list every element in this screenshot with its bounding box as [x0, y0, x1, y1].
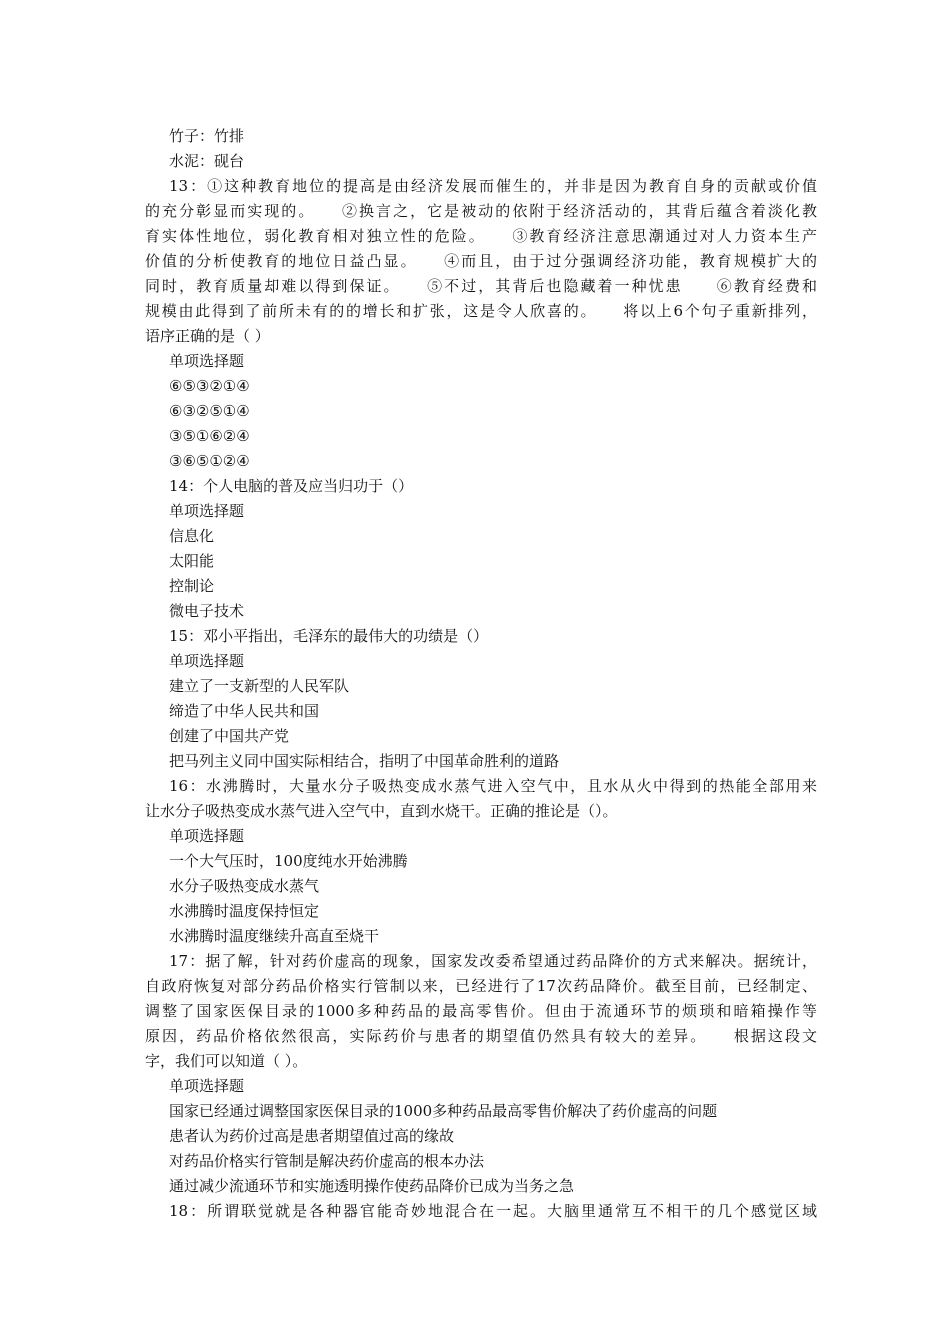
- question-13-text: 规模由此得到了前所未有的的增长和扩张，这是令人欣喜的。 将以上6个句子重新排列，: [145, 302, 817, 320]
- question-17-text: 17：据了解，针对药价虚高的现象，国家发改委希望通过药品降价的方式来解决。据统计，: [169, 952, 817, 970]
- question-16-text: 16：水沸腾时，大量水分子吸热变成水蒸气进入空气中，且水从火中得到的热能全部用来: [169, 777, 817, 795]
- question-type: 单项选择题: [169, 827, 245, 845]
- question-13-text: 13：①这种教育地位的提高是由经济发展而催生的，并非是因为教育自身的贡献或价值: [169, 177, 817, 195]
- answer-option: 通过减少流通环节和实施透明操作使药品降价已成为当务之急: [169, 1177, 575, 1195]
- pair-line: 竹子：竹排: [169, 127, 245, 145]
- question-type: 单项选择题: [169, 502, 245, 520]
- answer-option: 建立了一支新型的人民军队: [169, 677, 350, 695]
- question-18-text: 18：所谓联觉就是各种器官能奇妙地混合在一起。大脑里通常互不相干的几个感觉区域: [169, 1202, 817, 1220]
- question-type: 单项选择题: [169, 1077, 245, 1095]
- answer-option: 水分子吸热变成水蒸气: [169, 877, 320, 895]
- answer-option: 太阳能: [169, 552, 215, 570]
- answer-option: 患者认为药价过高是患者期望值过高的缘故: [169, 1127, 455, 1145]
- answer-option: 对药品价格实行管制是解决药价虚高的根本办法: [169, 1152, 485, 1170]
- answer-option: 水沸腾时温度保持恒定: [169, 902, 320, 920]
- question-17-text: 原因，药品价格依然很高，实际药价与患者的期望值仍然具有较大的差异。 根据这段文: [145, 1027, 817, 1045]
- pair-line: 水泥：砚台: [169, 152, 245, 170]
- question-type: 单项选择题: [169, 652, 245, 670]
- question-13-text: 同时，教育质量却难以得到保证。 ⑤不过，其背后也隐藏着一种忧患 ⑥教育经费和: [145, 277, 817, 295]
- question-13-text: 的充分彰显而实现的。 ②换言之，它是被动的依附于经济活动的，其背后蕴含着淡化教: [145, 202, 817, 220]
- question-16-text: 让水分子吸热变成水蒸气进入空气中，直到水烧干。正确的推论是（）。: [145, 802, 618, 820]
- question-17-text: 自政府恢复对部分药品价格实行管制以来，已经进行了17次药品降价。截至目前，已经制定、: [145, 977, 817, 995]
- answer-option: ⑥⑤③②①④: [169, 377, 250, 395]
- answer-option: ⑥③②⑤①④: [169, 402, 250, 420]
- answer-option: 控制论: [169, 577, 215, 595]
- answer-option: 国家已经通过调整国家医保目录的1000多种药品最高零售价解决了药价虚高的问题: [169, 1102, 718, 1120]
- answer-option: 一个大气压时，100度纯水开始沸腾: [169, 852, 408, 870]
- answer-option: ③⑥⑤①②④: [169, 452, 250, 470]
- question-17-text: 字，我们可以知道（ ）。: [145, 1052, 308, 1070]
- question-13-text: 语序正确的是（ ）: [145, 327, 270, 345]
- answer-option: 微电子技术: [169, 602, 245, 620]
- question-17-text: 调整了国家医保目录的1000多种药品的最高零售价。但由于流通环节的烦琐和暗箱操作等: [145, 1002, 817, 1020]
- question-type: 单项选择题: [169, 352, 245, 370]
- document-page: [145, 124, 817, 1224]
- question-13-text: 价值的分析使教育的地位日益凸显。 ④而且，由于过分强调经济功能，教育规模扩大的: [145, 252, 817, 270]
- answer-option: 创建了中国共产党: [169, 727, 290, 745]
- question-14-text: 14：个人电脑的普及应当归功于（）: [169, 477, 414, 495]
- question-13-text: 育实体性地位，弱化教育相对独立性的危险。 ③教育经济注意思潮通过对人力资本生产: [145, 227, 817, 245]
- answer-option: 水沸腾时温度继续升高直至烧干: [169, 927, 380, 945]
- question-15-text: 15：邓小平指出，毛泽东的最伟大的功绩是（）: [169, 627, 489, 645]
- answer-option: ③⑤①⑥②④: [169, 427, 250, 445]
- answer-option: 缔造了中华人民共和国: [169, 702, 320, 720]
- answer-option: 信息化: [169, 527, 215, 545]
- answer-option: 把马列主义同中国实际相结合，指明了中国革命胜利的道路: [169, 752, 560, 770]
